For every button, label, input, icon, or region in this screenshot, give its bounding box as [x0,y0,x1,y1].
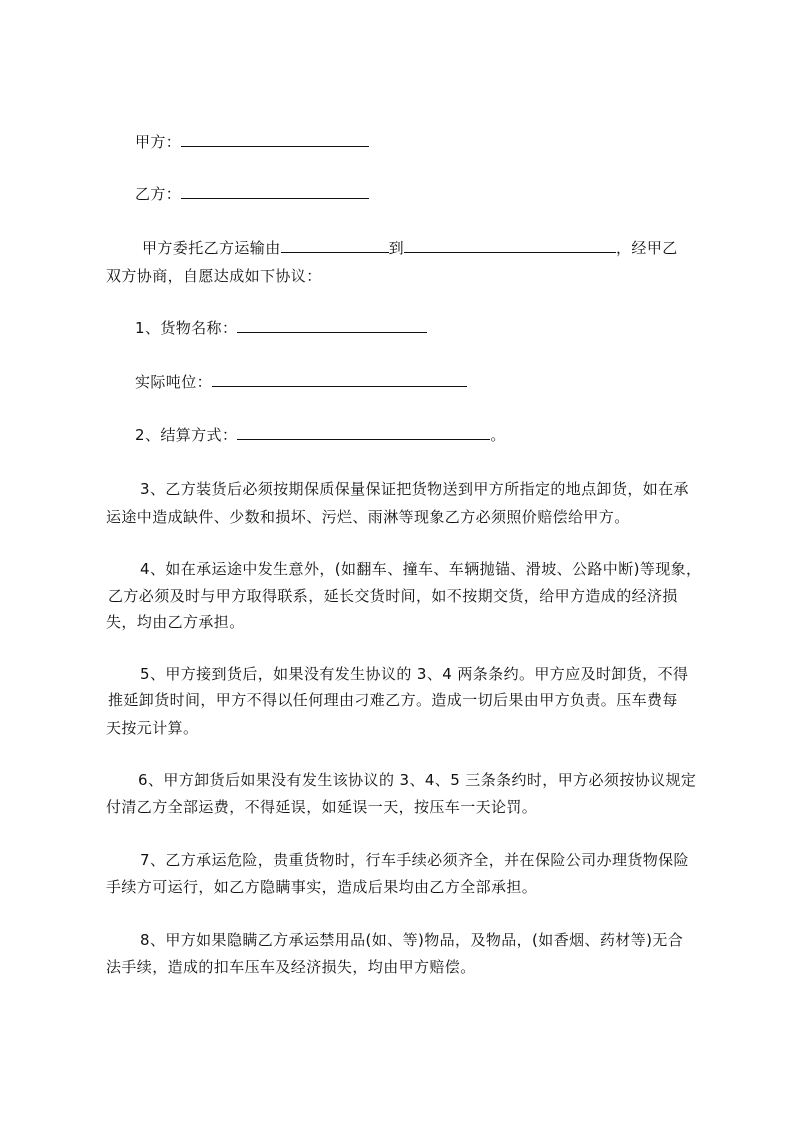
intro-text-1: 甲方委托乙方运输由 [142,239,281,257]
clause-4-line-1: 4、如在承运途中发生意外，(如翻车、撞车、车辆抛锚、滑坡、公路中断)等现象， [140,560,702,578]
settlement-end: 。 [490,426,506,444]
intro-text-3: ，经甲乙 [616,239,678,257]
clause-4-line-3: 失，均由乙方承担。 [106,613,245,631]
clause-6-line-2: 付清乙方全部运费，不得延误，如延误一天，按压车一天论罚。 [106,798,538,816]
actual-tonnage-blank[interactable] [212,372,467,387]
clause-7-line-2: 手续方可运行，如乙方隐瞒事实，造成后果均由乙方全部承担。 [106,878,538,896]
actual-tonnage-label: 实际吨位： [135,373,213,391]
clause-5-line-3: 天按元计算。 [106,719,199,737]
intro-line-2: 双方协商，自愿达成如下协议： [106,267,322,285]
clause-8-line-1: 8、甲方如果隐瞒乙方承运禁用品(如、等)物品，及物品，(如香烟、药材等)无合 [140,931,684,949]
goods-name-label: 1、货物名称： [135,319,238,337]
party-a-line [135,132,369,152]
party-a-blank[interactable] [181,132,369,147]
settlement-blank[interactable] [237,425,490,440]
actual-tonnage-line [135,372,467,392]
intro-text-2: 到 [388,239,405,257]
clause-5-line-1: 5、甲方接到货后，如果没有发生协议的 3、4 两条条约。甲方应及时卸货，不得 [140,665,689,683]
party-b-label: 乙方： [135,185,182,203]
party-a-label: 甲方： [135,133,182,151]
party-b-line [135,184,369,204]
party-b-blank[interactable] [181,184,369,199]
clause-4-line-2: 乙方必须及时与甲方取得联系，延长交货时间，如不按期交货，给甲方造成的经济损 [108,587,678,605]
goods-name-blank[interactable] [237,318,427,333]
goods-name-line [135,318,427,338]
clause-8-line-2: 法手续，造成的扣车压车及经济损失，均由甲方赔偿。 [106,958,476,976]
clause-3-line-2: 运途中造成缺件、少数和损坏、污烂、雨淋等现象乙方必须照价赔偿给甲方。 [106,508,630,526]
destination-blank[interactable] [404,238,616,253]
clause-3-line-1: 3、乙方装货后必须按期保质保量保证把货物送到甲方所指定的地点卸货，如在承 [140,480,689,498]
intro-line-1 [142,238,678,258]
settlement-line [135,425,506,445]
settlement-label: 2、结算方式： [135,426,238,444]
clause-7-line-1: 7、乙方承运危险，贵重货物时，行车手续必须齐全，并在保险公司办理货物保险 [140,851,689,869]
origin-blank[interactable] [281,238,389,253]
clause-6-line-1: 6、甲方卸货后如果没有发生该协议的 3、4、5 三条条约时，甲方必须按协议规定 [138,771,697,789]
clause-5-line-2: 推延卸货时间，甲方不得以任何理由刁难乙方。造成一切后果由甲方负责。压车费每 [108,691,678,709]
